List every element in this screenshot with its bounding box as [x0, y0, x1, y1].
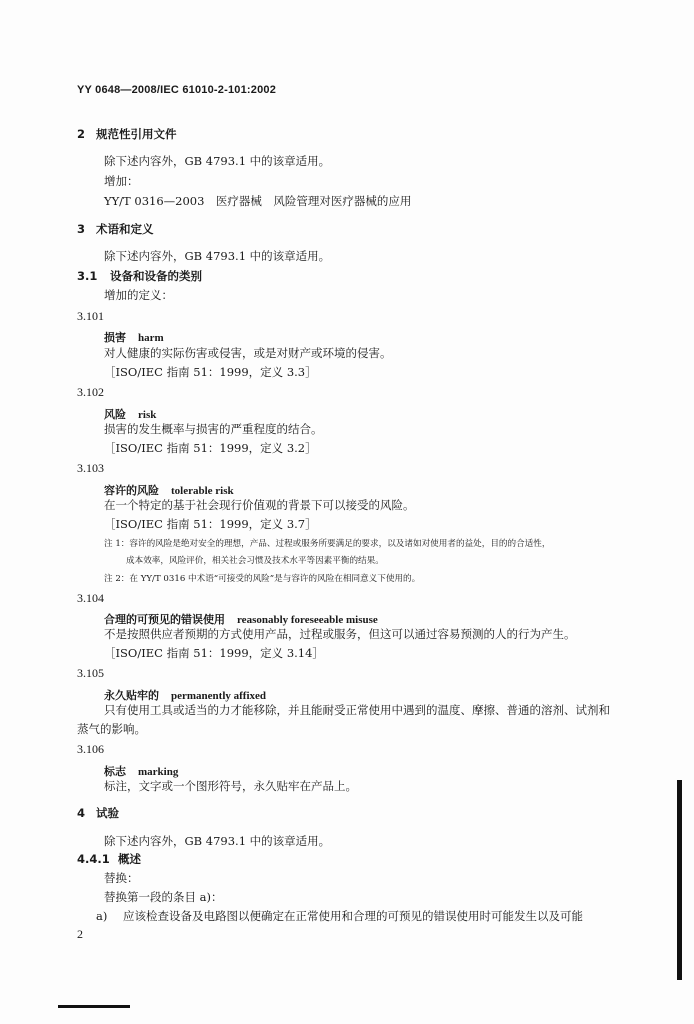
- term-3-104-english: reasonably foreseeable misuse: [237, 614, 378, 626]
- term-3-103-note-1-continued: 成本效率，风险评价，相关社会习惯及技术水平等因素平衡的结果。: [126, 556, 384, 566]
- term-3-101-heading: [104, 328, 164, 344]
- term-3-104-heading: [104, 610, 378, 626]
- term-3-105-number: 3.105: [77, 666, 104, 680]
- section-4-4-1-number: 4.4.1: [77, 852, 110, 866]
- term-3-103-definition: 在一个特定的基于社会现行价值观的背景下可以接受的风险。: [104, 498, 415, 512]
- document-header: YY 0648—2008/IEC 61010-2-101:2002: [77, 84, 277, 96]
- term-3-105-definition: 只有使用工具或适当的力才能移除，并且能耐受正常使用中遇到的温度、摩擦、普通的溶剂、试剂和: [104, 703, 610, 717]
- term-3-104-definition: 不是按照供应者预期的方式使用产品，过程或服务，但这可以通过容易预测的人的行为产生。: [104, 627, 576, 641]
- term-3-102-definition: 损害的发生概率与损害的严重程度的结合。: [104, 422, 323, 436]
- term-3-103-note-2: 注 2：在 YY/T 0316 中术语“可接受的风险”是与容许的风险在相同意义下使用的。: [104, 574, 421, 584]
- term-3-103-source: ［ISO/IEC 指南 51：1999，定义 3.7］: [104, 517, 317, 531]
- term-3-102-chinese: 风险: [104, 408, 126, 421]
- term-3-103-english: tolerable risk: [171, 485, 234, 497]
- section-4-title: 试验: [96, 806, 119, 820]
- term-3-106-english: marking: [138, 766, 179, 778]
- term-3-104-chinese: 合理的可预见的错误使用: [104, 613, 225, 626]
- section-4-4-1-replacement-label: 替换：: [104, 871, 139, 885]
- term-3-106-chinese: 标志: [104, 765, 126, 778]
- section-2-number: 2: [77, 127, 86, 141]
- term-3-104-number: 3.104: [77, 591, 104, 605]
- section-4-number: 4: [77, 806, 86, 820]
- section-4-4-1-replacement-instruction: 替换第一段的条目 a)：: [104, 890, 223, 904]
- term-3-106-number: 3.106: [77, 742, 104, 756]
- term-3-105-definition-continued: 蒸气的影响。: [77, 722, 146, 736]
- term-3-101-source: ［ISO/IEC 指南 51：1999，定义 3.3］: [104, 365, 317, 379]
- term-3-102-source: ［ISO/IEC 指南 51：1999，定义 3.2］: [104, 441, 317, 455]
- section-2-paragraph: 除下述内容外，GB 4793.1 中的该章适用。: [104, 154, 331, 168]
- section-2-addition-label: 增加：: [104, 174, 139, 188]
- term-3-102-heading: [104, 405, 156, 421]
- section-3-1-number: 3.1: [77, 269, 98, 283]
- section-3-title: 术语和定义: [96, 222, 154, 236]
- term-3-101-english: harm: [138, 332, 164, 344]
- term-3-103-number: 3.103: [77, 461, 104, 475]
- section-2-normative-reference: YY/T 0316—2003 医疗器械 风险管理对医疗器械的应用: [104, 194, 412, 208]
- term-3-101-definition: 对人健康的实际伤害或侵害，或是对财产或环境的侵害。: [104, 346, 392, 360]
- scan-edge-artifact: [677, 780, 682, 980]
- term-3-101-number: 3.101: [77, 309, 104, 323]
- section-2-title: 规范性引用文件: [96, 127, 177, 141]
- term-3-103-chinese: 容许的风险: [104, 484, 159, 497]
- section-3-number: 3: [77, 222, 86, 236]
- item-a-text: 应该检查设备及电路图以便确定在正常使用和合理的可预见的错误使用时可能发生以及可能: [123, 909, 583, 923]
- term-3-105-heading: [104, 686, 266, 702]
- page-number: 2: [77, 927, 83, 941]
- term-3-103-note-1: 注 1：容许的风险是绝对安全的理想，产品、过程或服务所要满足的要求，以及诸如对使用者的益处，目的的合适性，: [104, 539, 551, 549]
- term-3-106-heading: [104, 762, 178, 778]
- term-3-102-number: 3.102: [77, 385, 104, 399]
- term-3-106-definition: 标注，文字或一个图形符号，永久贴牢在产品上。: [104, 779, 357, 793]
- term-3-105-chinese: 永久贴牢的: [104, 689, 159, 702]
- term-3-101-chinese: 损害: [104, 331, 126, 344]
- section-3-1-paragraph: 增加的定义：: [104, 288, 173, 302]
- section-3-paragraph: 除下述内容外，GB 4793.1 中的该章适用。: [104, 249, 331, 263]
- item-a-label: a): [96, 909, 108, 923]
- section-4-paragraph: 除下述内容外，GB 4793.1 中的该章适用。: [104, 834, 331, 848]
- scan-bottom-line-artifact: [58, 1005, 130, 1008]
- term-3-104-source: ［ISO/IEC 指南 51：1999，定义 3.14］: [104, 646, 324, 660]
- section-3-1-title: 设备和设备的类别: [110, 269, 202, 283]
- section-4-4-1-title: 概述: [118, 852, 141, 866]
- term-3-102-english: risk: [138, 409, 157, 421]
- term-3-105-english: permanently affixed: [171, 690, 267, 702]
- term-3-103-heading: [104, 481, 234, 497]
